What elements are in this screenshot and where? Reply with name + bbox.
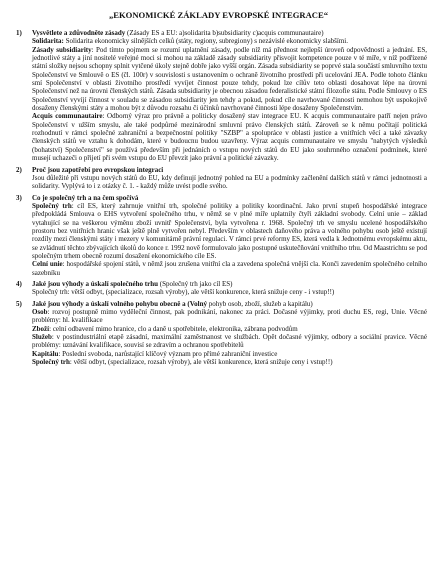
question-body (32, 280, 427, 297)
question-item (10, 166, 427, 191)
question-body (32, 166, 427, 191)
question-heading (32, 280, 427, 288)
question-heading (32, 166, 427, 174)
term-label: Společný trh (32, 358, 70, 367)
question-heading-bold: Proč jsou zapotřebí pro evropskou integraci (32, 165, 164, 174)
term-label: Celní unie (32, 260, 63, 269)
question-heading-note: (Společný trh jako cíl ES) (158, 279, 233, 288)
question-number: 5) (16, 299, 22, 308)
question-number: 3) (16, 193, 22, 202)
question-body (32, 194, 427, 277)
question-number: 2) (16, 165, 22, 174)
answer-text: : Odborný výraz pro právně a politicky dosažený stav integrace EU. K acquis communautaire patří nejen právo Společenství v užším smyslu, ale také podpůrné mezinárodní smluvní právo členských států. Zároveň se k němu počítají politická rozhodnutí v rámci společné zahraniční a bezpečnostní politiky "SZBP" a spolupráce v oblasti justice a vnitřních věcí a také závazky členských států ve vztahu k dohodám, které v budoucnu budou uzavřeny. Výraz acquis communautaire ve smyslu "nabytých výsledků (bohatství) Společenství" se používá především při jednáních o vstupu nových států do EU jako souhrnného označení podmínek, které musejí uchazeči o přijetí při svém vstupu do EU převzít jako právní a politické závazky. (32, 112, 427, 163)
answer-paragraph (32, 308, 427, 325)
question-number: 1) (16, 29, 22, 37)
answer-paragraph (32, 350, 427, 358)
term-label: Kapitálu (32, 349, 59, 358)
question-heading-bold: Co je společný trh a na čem spočívá (32, 193, 139, 202)
term-label: Společný trh (32, 201, 72, 210)
question-heading-note: pohyb osob, zboží, služeb a kapitálu) (206, 299, 313, 308)
question-item (10, 300, 427, 367)
question-heading (32, 29, 427, 37)
question-body (32, 300, 427, 367)
answer-paragraph (32, 112, 427, 162)
answer-paragraph (32, 325, 427, 333)
answer-text: : celní odbavení mimo hranice, clo a daně u spotřebitele, elektronika, zábrana podvodům (49, 324, 298, 333)
question-heading-bold: Vysvětlete a zdůvodněte zásady (32, 29, 126, 37)
term-label: Osob (32, 308, 48, 316)
answer-paragraph (32, 202, 427, 260)
answer-text: : větší odbyt, (specializace, rozsah výroby), ale větší konkurence, která snižuje ceny i vstup!!) (69, 358, 333, 367)
question-number: 4) (16, 279, 22, 288)
question-heading-note: (Zásady ES a EU: a)solidarita b)subsidiarity c)acquis communautaire) (125, 29, 324, 37)
term-label: Zásady subsidiarity (32, 45, 92, 54)
question-heading (32, 194, 427, 202)
answer-paragraph (32, 333, 427, 350)
answer-paragraph (32, 46, 427, 113)
answer-text: Jsou důležité při vstupu nových států do EU, kdy definují jednotný pohled na EU a podmínky začlenění dalších států v rámci jednotnosti a solidarity. Vyplývá to i z otázky č. 1. - každý může uvést podle svého. (32, 173, 427, 191)
question-body (32, 29, 427, 163)
question-item (10, 194, 427, 277)
question-heading-bold: Jaké jsou výhody a úskalí společného trhu (32, 279, 159, 288)
answer-paragraph (32, 260, 427, 277)
answer-text: : hospodářské spojení států, v němž jsou zrušena vnitřní cla a zavedena společná vnější cla. Konči zavedením společného celního sazebníku (32, 260, 427, 277)
question-heading-bold: Jaké jsou výhody a úskalí volného pohybu obecně a (Volný (32, 299, 207, 308)
question-list (10, 29, 427, 366)
document-title: „EKONOMICKÉ ZÁKLADY EVROPSKÉ INTEGRACE“ (108, 10, 329, 20)
term-label: Zboží (32, 324, 50, 333)
answer-text: : cíl ES, který zahrnuje vnitřní trh, společné politiky a politiky koordinační. Jako první stupeň hospodářské integrace předpokládá Smlouva o EHS vytvoření společného trhu, v němž se v plné míře uplatnily čtyři základní svobody. Celní unie – základ vytahující se na veškerou výměnu zboží uvnitř Společenství, byla vytvořena r. 1968. Společný trh ve smyslu ucelené hospodářského prostoru bez vnitřních hranic však ještě plně vytvořen nebyl. Především v oblastech daňového práva a volného pohybu osob ještě existují rozdíly mezi členskými státy i mezery v komunitárně právní regulaci. V rámci prvé reformy ES, která vedla k Jednotnému evropskému aktu, se zvládnutí těchto zbývajících úkolů do konce r. 1992 nově formulovalo jako postupné uskutečňování vnitřního trhu. Od Maastrichtu se pod společným trhem obecně rozumí dosažení ekonomického cíle ES. (32, 201, 427, 260)
question-item (10, 29, 427, 163)
answer-text: : Pod tímto pojmem se rozumí uplatnění zásady, podle níž má přednost nejlepší úroveň odpovědnosti a jednání. ES, jednotlivé státy a jiní nositelé veřejné moci si mohou na základě zásady subsidiarity přisvojit kompetence pouze v té míře, v níž podřízené státní složky nejsou schopny splnit vytčené úkoly stejně dobře jako vyšší orgán. Zásada subsidiarity se poprvé stala součástí smluvního textu Společenství ve Smlouvě o ES (čl. 100r) v souvislosti s ustanovením o ochraně životního prostředí při ucelování JEA. Podle tohoto článku smí Společenství v oblasti životního prostředí vyvíjet činnost pouze tehdy, pokud lze cílův teto oblasti dosahovat lépe na úrovni Společenství než na úrovni členských států. Zásada subsidiarity je obecnou zásadou federalistické státní filozofie státu. Podle Smlouvy o ES Společenství vyvíjí činnost v souladu se zásadou subsidiarity jen tehdy a pokud, pokud cíle navrhované činnosti nemohou být uspokojivě dosaženy členskými státy a mohou být z důvodu rozsahu či účinků navrhované činnosti lépe dosaženy Společenstvím. (32, 45, 427, 113)
answer-paragraph (32, 288, 427, 296)
question-item (10, 280, 427, 297)
answer-paragraph (32, 37, 427, 45)
answer-paragraph (32, 358, 427, 366)
answer-text: : v postindustriální etapě zásadní, maximální zaměstnanost ve službách. Opět dočasné výjimky, odbory a sociální pravice. Věcné problémy: uznávání kvalifikace, souvisí se zdravím a ochranou spotřebitelů (32, 333, 427, 350)
term-label: Acquis communautaire (32, 112, 103, 121)
question-heading (32, 300, 427, 308)
answer-paragraph (32, 174, 427, 191)
term-label: Služeb (32, 333, 52, 342)
answer-text: : Poslední svoboda, narůstající klíčový význam pro přímé zahraniční investice (58, 349, 278, 358)
answer-text: : rozvoj postupně mimo vyděleční činnost, pak podnikání, nakonec za práci. Dočasné výjimky, proti duchu ES, regi, Unie. Věcné problémy: hl. kvalifikace (32, 308, 427, 325)
term-label: Solidarita: (32, 37, 64, 46)
answer-text: Solidarita ekonomicky silnějších celků (státy, regiony, subregiony) s nezávislé ekonomicky slabšími. (63, 37, 348, 46)
answer-text: Společný trh: větší odbyt, (specializace, rozsah výroby), ale větší konkurence, která snižuje ceny - i vstup!!) (32, 288, 335, 297)
